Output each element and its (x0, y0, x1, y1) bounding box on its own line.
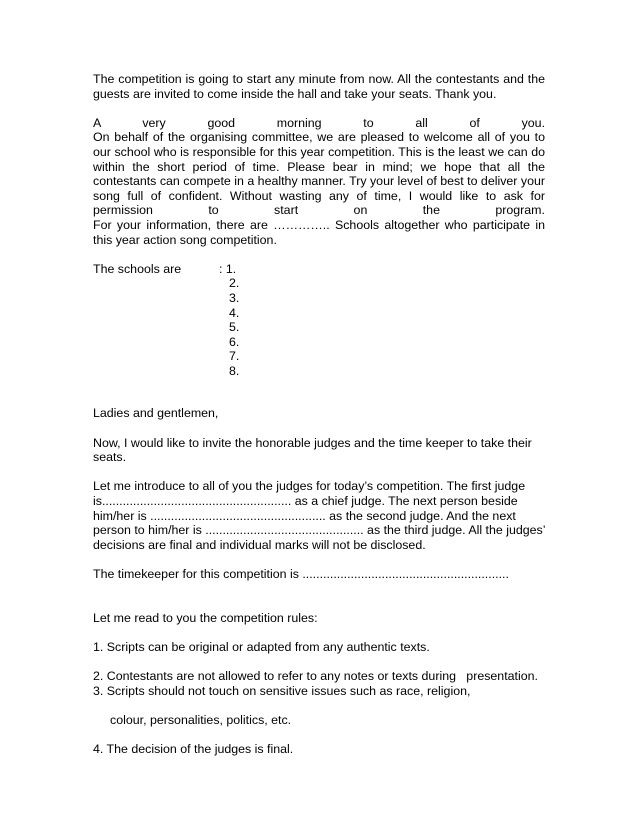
schools-list (219, 262, 239, 379)
document-page (93, 72, 545, 757)
permission-word: start (274, 203, 299, 218)
judges-invite-paragraph: Now, I would like to invite the honorable judges and the time keeper to take their seats. (93, 435, 532, 465)
permission-word: on (353, 203, 368, 218)
greeting-line (93, 116, 545, 131)
rule-1: 1. Scripts can be original or adapted from any authentic texts. (93, 639, 430, 654)
greeting-word: you. (521, 115, 546, 130)
permission-word: permission (93, 203, 153, 218)
greeting-word: all (415, 115, 428, 130)
ladies-gentlemen: Ladies and gentlemen, (93, 406, 219, 421)
greeting-word: A (93, 115, 101, 130)
school-number: 2. (229, 276, 240, 291)
greeting-word: good (207, 115, 236, 130)
greeting-word: to (363, 115, 374, 130)
school-number: 7. (229, 349, 240, 364)
school-number: : 1. (219, 261, 237, 276)
rule-3: 3. Scripts should not touch on sensitive issues such as race, religion, (93, 683, 471, 698)
announcement-paragraph: The competition is going to start any minute from now. All the contestants and the guests are invited to come inside the hall and take your seats. Thank you. (93, 72, 545, 101)
school-number: 8. (229, 363, 240, 378)
welcome-section (93, 116, 545, 247)
permission-word: to (208, 203, 219, 218)
greeting-word: of (469, 115, 480, 130)
permission-word: the (422, 203, 440, 218)
schools-label: The schools are (93, 261, 182, 276)
info-paragraph: For your information, there are ………….. Schools altogether who participate in this year action song competition. (93, 217, 545, 247)
welcome-body: On behalf of the organising committee, we are pleased to welcome all of you to our school who is responsible for this year competition. This is the least we can do within the short period of time. Please bear in mind; we hope that all the contestants can compete in a healthy manner. Try your level of best to deliver your song full of confident. Without wasting any of time, I would like to ask for (93, 130, 545, 203)
rule-4: 4. The decision of the judges is final. (93, 741, 294, 756)
rules-heading: Let me read to you the competition rules: (93, 610, 318, 625)
timekeeper-line: The timekeeper for this competition is ............................................................ (93, 567, 509, 581)
permission-line (93, 203, 545, 218)
permission-word: program. (495, 203, 545, 218)
greeting-word: very (142, 115, 166, 130)
judges-intro-paragraph: Let me introduce to all of you the judges for today’s competition. The first judge is....................................................... as a chief judge. The next person beside him/her is ................................................... as the second judge. And the next person to him/her is .............................................. as the third judge. All the judges’ decisions are final and individual marks will not be disclosed. (93, 479, 545, 552)
school-number: 5. (229, 320, 240, 335)
greeting-word: morning (276, 115, 322, 130)
rule-3-continued: colour, personalities, politics, etc. (110, 712, 292, 727)
school-number: 4. (229, 305, 240, 320)
rule-2: 2. Contestants are not allowed to refer to any notes or texts during presentation. (93, 668, 538, 683)
school-number: 3. (229, 290, 240, 305)
schools-section (93, 262, 545, 379)
school-number: 6. (229, 334, 240, 349)
